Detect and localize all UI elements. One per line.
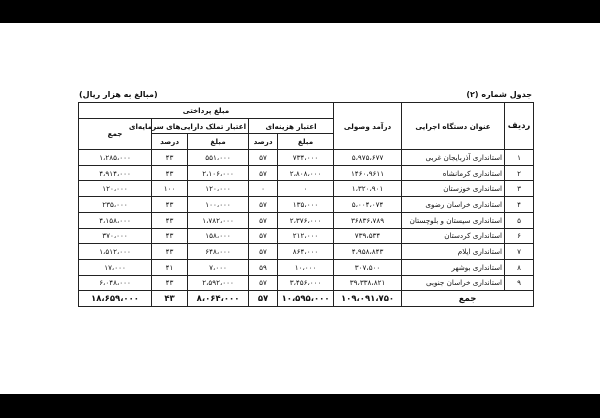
header-expense-percent: درصد: [249, 134, 278, 150]
expense-percent: ۵۷: [249, 275, 278, 291]
row-number: ۹: [505, 275, 534, 291]
row-total: ۴،۱۵۸،۰۰۰: [79, 212, 152, 228]
table-row: [79, 259, 534, 275]
totals-grand-total: ۱۸،۶۵۹،۰۰۰: [79, 291, 152, 307]
expense-percent: ۵۷: [249, 212, 278, 228]
row-number: ۱: [505, 150, 534, 166]
capital-amount: ۱۵۸،۰۰۰: [188, 228, 249, 244]
letterbox-bottom-bar: [0, 394, 600, 418]
totals-capital-percent: ۴۳: [152, 291, 188, 307]
capital-percent: ۴۳: [152, 165, 188, 181]
expense-amount: ۰: [278, 181, 334, 197]
expense-percent: ۰: [249, 181, 278, 197]
revenue-value: ۵،۹۷۵،۶۷۷: [334, 150, 402, 166]
row-number: ۴: [505, 197, 534, 213]
expense-percent: ۵۷: [249, 197, 278, 213]
capital-percent: ۴۳: [152, 244, 188, 260]
totals-expense-percent: ۵۷: [249, 291, 278, 307]
capital-percent: ۱۰۰: [152, 181, 188, 197]
row-number: ۷: [505, 244, 534, 260]
expense-amount: ۸۶۴،۰۰۰: [278, 244, 334, 260]
agency-name: استانداری خراسان رضوی: [402, 197, 505, 213]
revenue-value: ۱۴۶۰،۹۶۱۱: [334, 165, 402, 181]
expense-amount: ۲۱۲،۰۰۰: [278, 228, 334, 244]
capital-percent: ۴۳: [152, 150, 188, 166]
totals-capital-amount: ۸،۰۶۴،۰۰۰: [188, 291, 249, 307]
header-capital-percent: درصد: [152, 134, 188, 150]
table-body: [79, 150, 534, 307]
budget-table: [78, 102, 534, 307]
header-row-no: ردیف: [505, 103, 534, 150]
table-row: [79, 197, 534, 213]
revenue-value: ۱،۳۲۰،۹۰۱: [334, 181, 402, 197]
row-total: ۲۳۵،۰۰۰: [79, 197, 152, 213]
header-revenue: درآمد وصولی: [334, 103, 402, 150]
expense-percent: ۵۷: [249, 228, 278, 244]
header-total: جمع: [79, 118, 152, 149]
agency-name: استانداری کرمانشاه: [402, 165, 505, 181]
row-number: ۶: [505, 228, 534, 244]
row-number: ۳: [505, 181, 534, 197]
row-total: ۶،۰۴۸،۰۰۰: [79, 275, 152, 291]
header-agency-title: عنوان دستگاه اجرایی: [402, 103, 505, 150]
expense-amount: ۷۳۴،۰۰۰: [278, 150, 334, 166]
expense-percent: ۵۷: [249, 150, 278, 166]
unit-note: (مبالغ به هزار ریال): [79, 90, 158, 99]
revenue-value: ۳۶۸۳۶،۷۸۹: [334, 212, 402, 228]
expense-percent: ۵۷: [249, 165, 278, 181]
header-expense-credit: اعتبار هزینه‌ای: [249, 118, 334, 134]
capital-amount: ۲،۱۰۶،۰۰۰: [188, 165, 249, 181]
expense-amount: ۱۳۵،۰۰۰: [278, 197, 334, 213]
capital-percent: ۴۱: [152, 259, 188, 275]
table-title: جدول شماره (۲): [466, 90, 532, 99]
expense-amount: ۳،۴۵۶،۰۰۰: [278, 275, 334, 291]
header-capital-amount: مبلغ: [188, 134, 249, 150]
agency-name: استانداری سیستان و بلوچستان: [402, 212, 505, 228]
revenue-value: ۷۳۹،۵۳۴: [334, 228, 402, 244]
table-row: [79, 181, 534, 197]
row-total: ۴،۹۱۴،۰۰۰: [79, 165, 152, 181]
agency-name: استانداری ایلام: [402, 244, 505, 260]
agency-name: استانداری آذربایجان غربی: [402, 150, 505, 166]
capital-amount: ۵۵۱،۰۰۰: [188, 150, 249, 166]
capital-amount: ۲،۵۹۲،۰۰۰: [188, 275, 249, 291]
row-total: ۱،۲۸۵،۰۰۰: [79, 150, 152, 166]
totals-label: جمع: [402, 291, 534, 307]
row-total: ۱۲۰،۰۰۰: [79, 181, 152, 197]
capital-percent: ۴۳: [152, 275, 188, 291]
revenue-value: ۴،۹۵۸،۸۴۳: [334, 244, 402, 260]
capital-amount: ۱،۷۸۲،۰۰۰: [188, 212, 249, 228]
header-paid-amount: مبلغ پرداختی: [79, 103, 334, 119]
table-row: [79, 150, 534, 166]
row-total: ۱۷،۰۰۰: [79, 259, 152, 275]
capital-amount: ۶۴۸،۰۰۰: [188, 244, 249, 260]
row-total: ۱،۵۱۲،۰۰۰: [79, 244, 152, 260]
row-number: ۵: [505, 212, 534, 228]
table-row: [79, 275, 534, 291]
expense-amount: ۲،۸۰۸،۰۰۰: [278, 165, 334, 181]
table-row: [79, 212, 534, 228]
row-number: ۸: [505, 259, 534, 275]
capital-percent: ۴۳: [152, 228, 188, 244]
revenue-value: ۳۰۷،۵۰۰: [334, 259, 402, 275]
agency-name: استانداری خراسان جنوبی: [402, 275, 505, 291]
capital-percent: ۴۳: [152, 197, 188, 213]
table-header: [79, 103, 534, 150]
expense-amount: ۲،۳۷۶،۰۰۰: [278, 212, 334, 228]
header-capital-credit: اعتبار تملک دارایی‌های سرمایه‌ای: [152, 118, 249, 134]
row-total: ۳۷۰،۰۰۰: [79, 228, 152, 244]
revenue-value: ۳۹،۳۳۸،۸۲۱: [334, 275, 402, 291]
agency-name: استانداری خوزستان: [402, 181, 505, 197]
table-row: [79, 228, 534, 244]
totals-expense-amount: ۱۰،۵۹۵،۰۰۰: [278, 291, 334, 307]
capital-amount: ۷،۰۰۰: [188, 259, 249, 275]
capital-amount: ۱۲۰،۰۰۰: [188, 181, 249, 197]
expense-percent: ۵۷: [249, 244, 278, 260]
row-number: ۲: [505, 165, 534, 181]
expense-percent: ۵۹: [249, 259, 278, 275]
revenue-value: ۵،۰۰۴،۰۷۴: [334, 197, 402, 213]
table-row: [79, 165, 534, 181]
agency-name: استانداری کردستان: [402, 228, 505, 244]
expense-amount: ۱۰،۰۰۰: [278, 259, 334, 275]
agency-name: استانداری بوشهر: [402, 259, 505, 275]
totals-revenue: ۱۰۹،۰۹۱،۷۵۰: [334, 291, 402, 307]
letterbox-top-bar: [0, 0, 600, 23]
capital-percent: ۴۳: [152, 212, 188, 228]
header-expense-amount: مبلغ: [278, 134, 334, 150]
totals-row: [79, 291, 534, 307]
table-row: [79, 244, 534, 260]
capital-amount: ۱۰۰،۰۰۰: [188, 197, 249, 213]
